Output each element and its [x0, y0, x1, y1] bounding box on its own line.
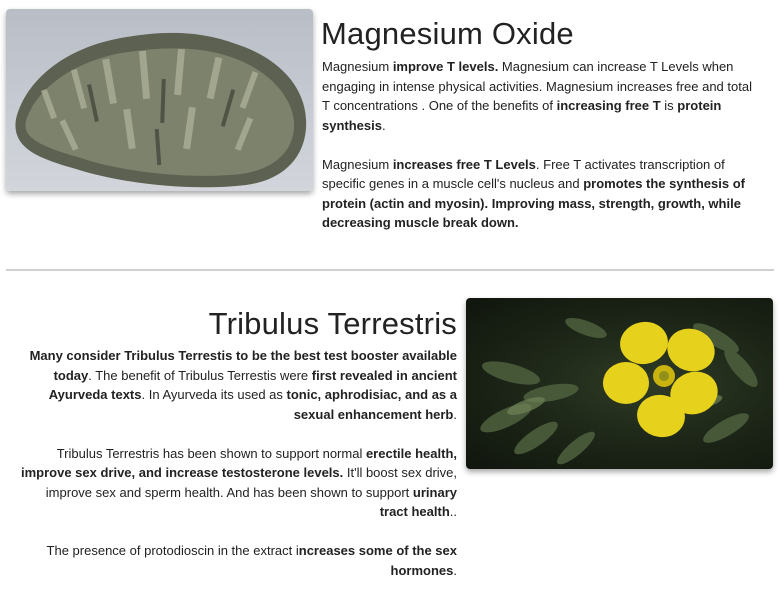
text: . The benefit of Tribulus Terrestis were [88, 367, 312, 383]
magnesium-crystal-image [6, 9, 313, 191]
text: . Free T activates transcription of specific genes in a muscle cell's nucleus and [322, 156, 725, 191]
text: Magnesium [322, 59, 393, 74]
text: . In Ayurveda its used as [141, 387, 287, 402]
tribulus-paragraph-3 [17, 541, 457, 580]
emphasis: erectile health, improve sex drive, and increase testosterone levels. [20, 445, 457, 480]
text: .. [449, 504, 457, 519]
emphasis: improve T levels. [392, 59, 499, 74]
emphasis: Many consider Tribulus Terrestis to be the best test booster available today [29, 348, 457, 383]
text: Tribulus Terrestris has been shown to support normal [56, 445, 366, 461]
emphasis: promotes the synthesis of protein (actin and myosin). Improving mass, strength, growth, while decreasing muscle break down. [322, 176, 745, 230]
magnesium-title: Magnesium Oxide [321, 16, 574, 51]
emphasis: increases free T Levels [392, 156, 536, 172]
tribulus-description [17, 346, 457, 580]
magnesium-crystal-illustration [6, 9, 313, 191]
tribulus-flower-illustration [466, 298, 773, 469]
text: . [453, 562, 457, 578]
text: . [453, 406, 457, 422]
section-divider [6, 269, 774, 271]
emphasis: ncreases some of the sex hormones [298, 543, 457, 578]
text: . [381, 117, 386, 133]
tribulus-paragraph-1 [17, 346, 457, 424]
text: Magnesium [322, 156, 393, 172]
tribulus-title: Tribulus Terrestris [208, 306, 457, 341]
text: Magnesium can increase T Levels when engaging in intense physical activities. Magnesium increases free and total T concentrations . One of the benefits of [322, 59, 752, 113]
magnesium-description [322, 57, 762, 233]
text: The presence of protodioscin in the extract i [46, 543, 299, 558]
text: It'll boost sex drive, improve sex and sperm health. And has been shown to support [45, 465, 457, 500]
emphasis: protein synthesis [322, 98, 722, 133]
magnesium-paragraph-1 [322, 57, 762, 135]
magnesium-paragraph-2 [322, 155, 762, 233]
emphasis: urinary tract health [379, 484, 457, 519]
emphasis: first revealed in ancient Ayurveda texts [48, 367, 457, 402]
tribulus-paragraph-2 [17, 444, 457, 522]
text: is [660, 98, 678, 113]
tribulus-flower-image [466, 298, 773, 469]
emphasis: tonic, aphrodisiac, and as a sexual enhancement herb [286, 387, 457, 422]
emphasis: increasing free T [556, 98, 661, 113]
